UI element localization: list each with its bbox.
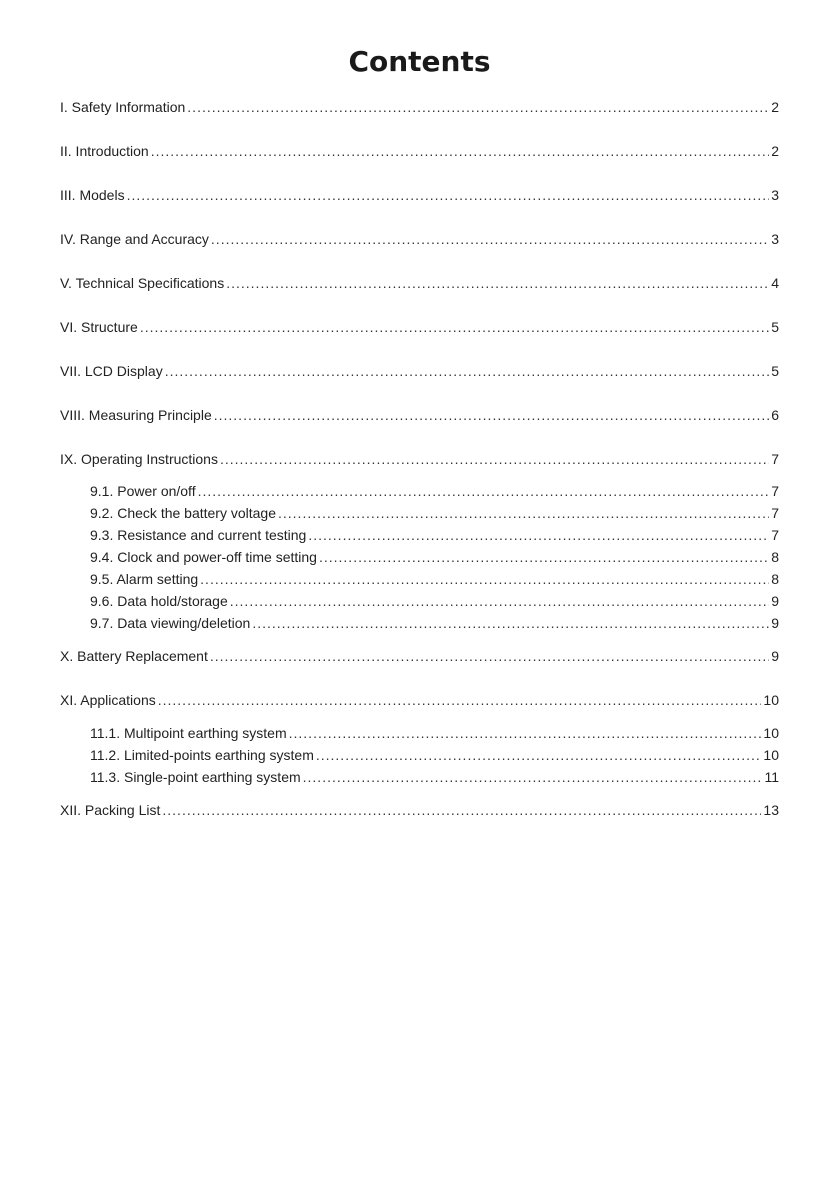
toc-dot-leader bbox=[316, 745, 762, 765]
toc-subentry[interactable] bbox=[90, 613, 779, 633]
toc-subentry[interactable] bbox=[90, 591, 779, 611]
toc-entry[interactable] bbox=[60, 229, 779, 249]
toc-page-number: 10 bbox=[763, 747, 779, 763]
toc-dot-leader bbox=[211, 229, 769, 249]
toc-page-number: 9 bbox=[771, 593, 779, 609]
toc-entry[interactable] bbox=[60, 141, 779, 161]
toc-entry-label: V. Technical Specifications bbox=[60, 275, 225, 291]
toc-entry-label: 9.5. Alarm setting bbox=[90, 571, 199, 587]
toc-subentry[interactable] bbox=[90, 569, 779, 589]
toc-dot-leader bbox=[151, 141, 769, 161]
toc-page-number: 6 bbox=[771, 407, 779, 423]
toc-entry-label: IV. Range and Accuracy bbox=[60, 231, 209, 247]
toc-dot-leader bbox=[230, 591, 769, 611]
toc-entry-label: 9.6. Data hold/storage bbox=[90, 593, 228, 609]
toc-page-number: 9 bbox=[771, 648, 779, 664]
toc-entry-label: XI. Applications bbox=[60, 692, 156, 708]
toc-entry[interactable] bbox=[60, 97, 779, 117]
toc-page-number: 4 bbox=[771, 275, 779, 291]
toc-subentry[interactable] bbox=[90, 547, 779, 567]
toc-dot-leader bbox=[162, 800, 761, 820]
toc-subentry[interactable] bbox=[90, 723, 779, 743]
toc-dot-leader bbox=[187, 97, 769, 117]
toc-page-number: 7 bbox=[771, 505, 779, 521]
toc-dot-leader bbox=[289, 723, 762, 743]
toc-dot-leader bbox=[158, 690, 762, 710]
toc-dot-leader bbox=[165, 361, 770, 381]
toc-entry-label: 11.3. Single-point earthing system bbox=[90, 769, 301, 785]
toc-entry[interactable] bbox=[60, 800, 779, 820]
toc-page-number: 5 bbox=[771, 319, 779, 335]
toc-page-number: 3 bbox=[771, 187, 779, 203]
toc-entry[interactable] bbox=[60, 690, 779, 710]
toc-dot-leader bbox=[127, 185, 770, 205]
toc-entry-label: IX. Operating Instructions bbox=[60, 451, 218, 467]
toc-page-number: 7 bbox=[771, 451, 779, 467]
toc-subentry[interactable] bbox=[90, 745, 779, 765]
toc-entry-label: 11.1. Multipoint earthing system bbox=[90, 725, 287, 741]
toc-page-number: 3 bbox=[771, 231, 779, 247]
toc-entry-label: 9.1. Power on/off bbox=[90, 483, 196, 499]
toc-dot-leader bbox=[319, 547, 769, 567]
toc-entry[interactable] bbox=[60, 449, 779, 469]
toc-entry[interactable] bbox=[60, 317, 779, 337]
toc-dot-leader bbox=[252, 613, 769, 633]
toc-page-number: 2 bbox=[771, 99, 779, 115]
toc-entry-label: VI. Structure bbox=[60, 319, 138, 335]
toc-subentry[interactable] bbox=[90, 525, 779, 545]
toc-dot-leader bbox=[140, 317, 769, 337]
toc-entry-label: VII. LCD Display bbox=[60, 363, 163, 379]
toc-page-number: 7 bbox=[771, 483, 779, 499]
toc-dot-leader bbox=[210, 646, 769, 666]
toc-page-number: 7 bbox=[771, 527, 779, 543]
toc-dot-leader bbox=[198, 481, 770, 501]
page-title: Contents bbox=[348, 45, 491, 78]
toc-entry-label: 9.2. Check the battery voltage bbox=[90, 505, 276, 521]
toc-page-number: 11 bbox=[764, 769, 779, 785]
toc-subentry[interactable] bbox=[90, 767, 779, 787]
toc-page-number: 13 bbox=[763, 802, 779, 818]
toc-dot-leader bbox=[220, 449, 769, 469]
toc-entry[interactable] bbox=[60, 646, 779, 666]
toc-entry[interactable] bbox=[60, 405, 779, 425]
toc-entry-label: XII. Packing List bbox=[60, 802, 161, 818]
toc-entry[interactable] bbox=[60, 273, 779, 293]
toc-dot-leader bbox=[303, 767, 763, 787]
toc-entry-label: 9.3. Resistance and current testing bbox=[90, 527, 307, 543]
toc-page-number: 9 bbox=[771, 615, 779, 631]
toc-entry-label: II. Introduction bbox=[60, 143, 149, 159]
toc-entry-label: X. Battery Replacement bbox=[60, 648, 208, 664]
toc-entry-label: III. Models bbox=[60, 187, 125, 203]
toc-page-number: 8 bbox=[771, 571, 779, 587]
toc-dot-leader bbox=[214, 405, 769, 425]
toc-entry-label: 11.2. Limited-points earthing system bbox=[90, 747, 314, 763]
toc-page-number: 5 bbox=[771, 363, 779, 379]
toc-dot-leader bbox=[200, 569, 769, 589]
toc-entry-label: VIII. Measuring Principle bbox=[60, 407, 212, 423]
toc-page-number: 10 bbox=[763, 725, 779, 741]
toc-dot-leader bbox=[308, 525, 769, 545]
toc-page-number: 8 bbox=[771, 549, 779, 565]
toc-page-number: 10 bbox=[763, 692, 779, 708]
toc-entry-label: 9.7. Data viewing/deletion bbox=[90, 615, 251, 631]
toc-page-number: 2 bbox=[771, 143, 779, 159]
toc-entry-label: 9.4. Clock and power-off time setting bbox=[90, 549, 317, 565]
toc-entry[interactable] bbox=[60, 361, 779, 381]
toc-entry[interactable] bbox=[60, 185, 779, 205]
toc-subentry[interactable] bbox=[90, 481, 779, 501]
toc-dot-leader bbox=[278, 503, 769, 523]
toc-subentry[interactable] bbox=[90, 503, 779, 523]
toc-dot-leader bbox=[226, 273, 769, 293]
toc-entry-label: I. Safety Information bbox=[60, 99, 186, 115]
